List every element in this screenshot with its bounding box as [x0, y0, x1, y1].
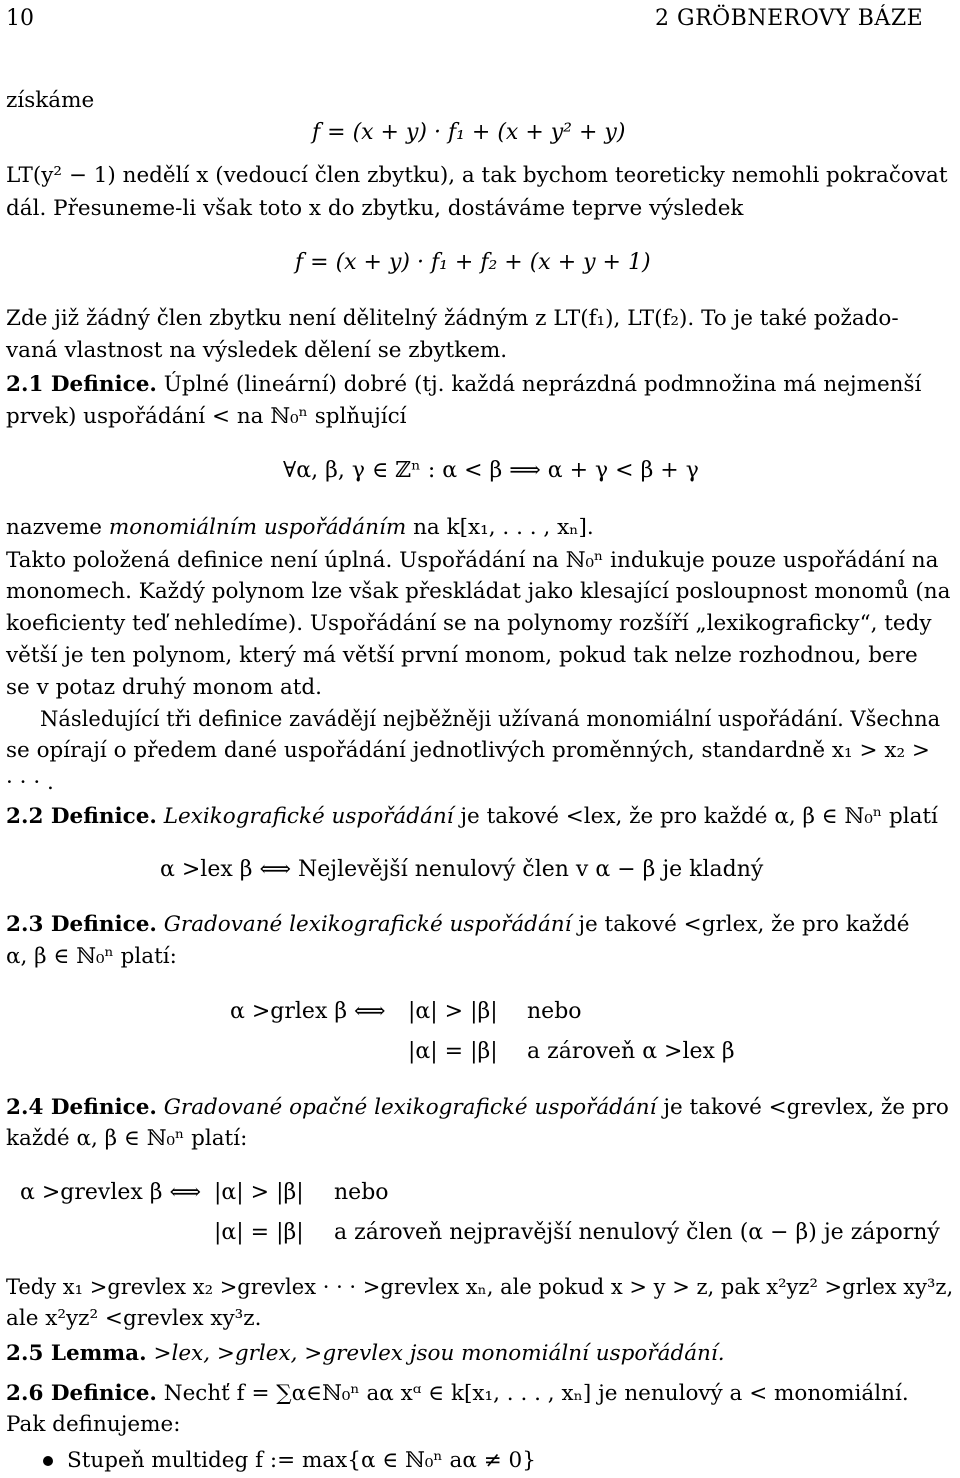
term-emphasis: Gradované lexikografické uspořádání [163, 912, 572, 937]
text-line: Pak definujeme: [6, 1412, 181, 1437]
definition-text: je takové <lex, že pro každé α, β ∈ ℕ₀ⁿ platí [460, 804, 938, 829]
equation-connector: a zároveň nejpravější nenulový člen (α − β) je záporný [334, 1220, 940, 1245]
text-line: Takto položená definice není úplná. Uspořádání na ℕ₀ⁿ indukuje pouze uspořádání na [6, 548, 939, 573]
text-line: se opírají o předem dané uspořádání jednotlivých proměnných, standardně x₁ > x₂ > [6, 738, 930, 763]
text-span: nazveme [6, 515, 102, 540]
definition-2-6 [6, 1379, 909, 1409]
lemma-text: >lex, >grlex, >grevlex jsou monomiální uspořádání. [153, 1341, 725, 1366]
lemma-label: 2.5 Lemma. [6, 1341, 147, 1366]
definition-label: 2.3 Definice. [6, 912, 157, 937]
text-line: se v potaz druhý monom atd. [6, 675, 323, 700]
bullet-icon [43, 1456, 53, 1466]
text-line: každé α, β ∈ ℕ₀ⁿ platí: [6, 1126, 248, 1151]
definition-text: Nechť f = ∑α∈ℕ₀ⁿ aα xᵅ ∈ k[x₁, . . . , xₙ] je nenulový a < monomiální. [163, 1381, 909, 1406]
equation-condition: |α| = |β| [408, 1039, 498, 1064]
definition-2-3 [6, 910, 910, 940]
text-line: monomech. Každý polynom lze však přeskládat jako klesající posloupnost monomů (na [6, 579, 951, 604]
equation-connector: nebo [334, 1180, 389, 1205]
lemma-2-5 [6, 1339, 725, 1369]
text-line: větší je ten polynom, který má větší první monom, pokud tak nelze rozhodnou, bere [6, 643, 918, 668]
text-line: získáme [6, 88, 95, 113]
text-line: Následující tři definice zavádějí nejběžněji užívaná monomiální uspořádání. Všechna [40, 707, 941, 731]
definition-label: 2.6 Definice. [6, 1381, 157, 1406]
list-item: Stupeň multideg f := max{α ∈ ℕ₀ⁿ aα ≠ 0} [67, 1448, 536, 1473]
equation-connector: nebo [527, 999, 582, 1024]
definition-2-2 [6, 802, 938, 832]
equation-left: α >grevlex β ⟺ [20, 1180, 202, 1205]
equation-condition: |α| > |β| [214, 1180, 304, 1205]
term-emphasis: monomiálním uspořádáním [108, 515, 407, 540]
equation: f = (x + y) · f₁ + f₂ + (x + y + 1) [295, 250, 651, 275]
equation-condition: |α| = |β| [214, 1220, 304, 1245]
definition-label: 2.2 Definice. [6, 804, 157, 829]
text-line: Zde již žádný člen zbytku není dělitelný žádným z LT(f₁), LT(f₂). To je také požado- [6, 306, 899, 331]
equation-left: α >grlex β ⟺ [230, 999, 386, 1024]
definition-2-4 [6, 1093, 949, 1123]
definition-label: 2.4 Definice. [6, 1095, 157, 1120]
definition-2-1 [6, 370, 921, 400]
equation-connector: a zároveň α >lex β [527, 1039, 735, 1064]
definition-label: 2.1 Definice. [6, 372, 157, 397]
term-emphasis: Lexikografické uspořádání [163, 804, 454, 829]
definition-text: Úplné (lineární) dobré (tj. každá neprázdná podmnožina má nejmenší [163, 372, 922, 397]
equation: f = (x + y) · f₁ + (x + y² + y) [312, 120, 626, 145]
definition-text: je takové <grevlex, že pro [663, 1095, 949, 1120]
running-title: 2 GRÖBNEROVY BÁZE [655, 6, 924, 31]
definition-text: je takové <grlex, že pro každé [578, 912, 910, 937]
text-line: LT(y² − 1) nedělí x (vedoucí člen zbytku), a tak bychom teoreticky nemohli pokračovat [6, 163, 948, 188]
text-line [6, 513, 594, 543]
text-line: koeficienty teď nehledíme). Uspořádání se na polynomy rozšíří „lexikograficky“, tedy [6, 611, 932, 636]
equation: ∀α, β, γ ∈ ℤⁿ : α < β ⟹ α + γ < β + γ [283, 458, 699, 483]
text-line: vaná vlastnost na výsledek dělení se zbytkem. [6, 338, 508, 363]
term-emphasis: Gradované opačné lexikografické uspořádání [163, 1095, 657, 1120]
equation: α >lex β ⟺ Nejlevější nenulový člen v α − β je kladný [160, 857, 764, 882]
page-number: 10 [6, 6, 34, 31]
text-line: Tedy x₁ >grevlex x₂ >grevlex · · · >grevlex xₙ, ale pokud x > y > z, pak x²yz² >grlex xy³z, [6, 1275, 954, 1299]
text-line: ale x²yz² <grevlex xy³z. [6, 1306, 262, 1331]
text-line: α, β ∈ ℕ₀ⁿ platí: [6, 944, 177, 969]
text-line: prvek) uspořádání < na ℕ₀ⁿ splňující [6, 404, 407, 429]
text-span: na k[x₁, . . . , xₙ]. [413, 515, 594, 540]
text-line: dál. Přesuneme-li však toto x do zbytku, dostáváme teprve výsledek [6, 196, 744, 221]
equation-condition: |α| > |β| [408, 999, 498, 1024]
text-line: · · · . [6, 770, 54, 795]
